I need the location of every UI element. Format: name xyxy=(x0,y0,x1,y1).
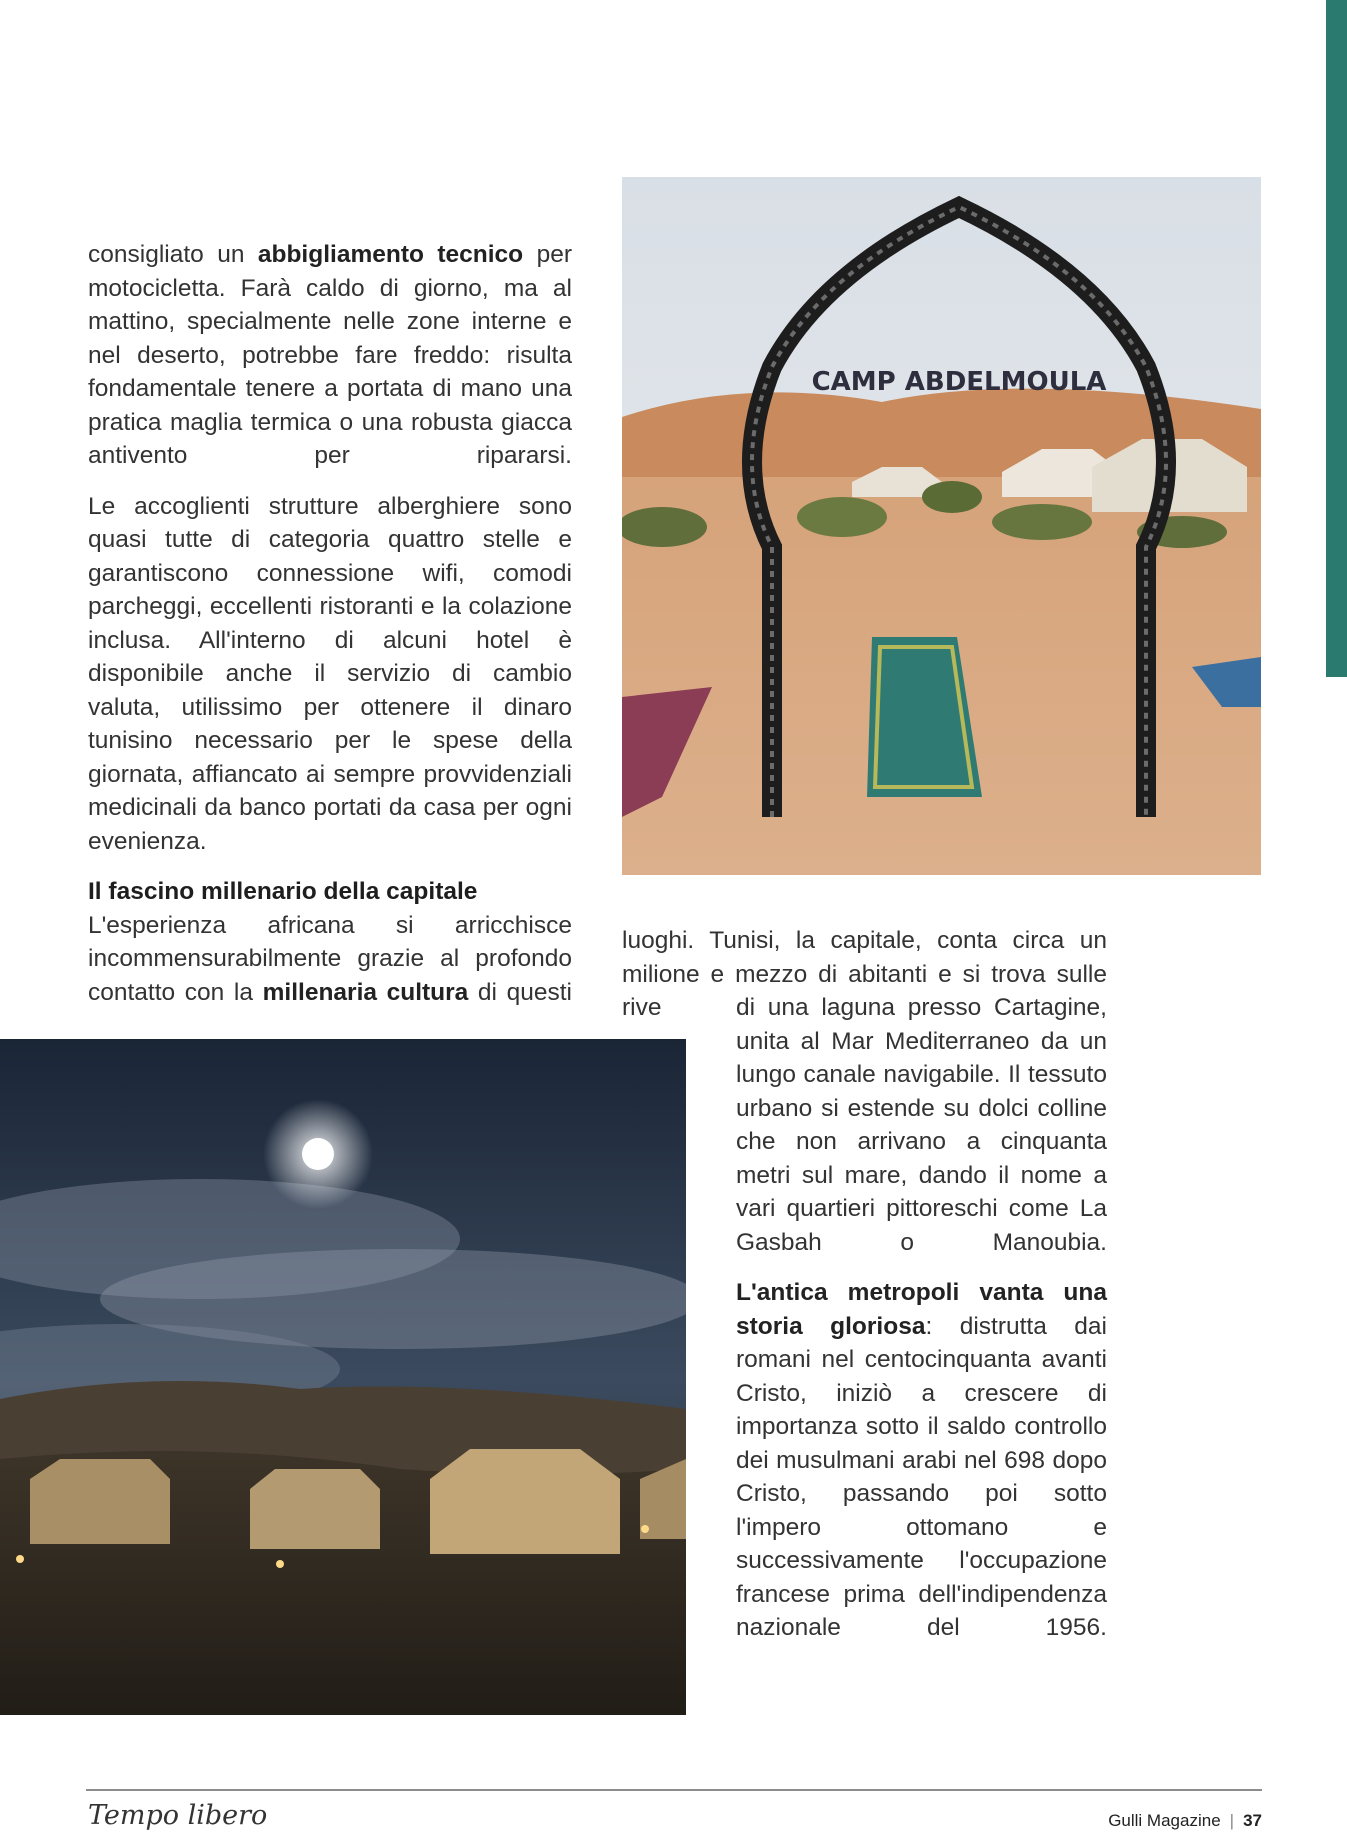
camp-sign-text: CAMP ABDELMOULA xyxy=(811,367,1107,397)
bold-technical-clothing: abbigliamento tecnico xyxy=(257,241,524,268)
footer-separator: | xyxy=(1229,1811,1235,1830)
desert-camp-arch-photo xyxy=(622,177,1261,875)
footer-section-name: Tempo libero xyxy=(88,1800,268,1831)
right-column xyxy=(736,991,1107,1645)
paragraph-experience: L'esperienza africana si arricchisce incommensurabilmente grazie al profondo contatto con la millenaria cultura di questi xyxy=(88,911,572,1006)
section-heading-capital: Il fascino millenario della capitale xyxy=(88,878,478,905)
arch-photo-illustration xyxy=(622,177,1261,875)
footer-magazine-name: Gulli Magazine xyxy=(1108,1811,1221,1830)
section-tab-marker xyxy=(1326,0,1347,677)
paragraph-tunis-lagoon: di una laguna presso Cartagine, unita al Mar Mediterraneo da un lungo canale navigabile. Il tessuto urbano si estende su dolci colline che non arrivano a cinquanta metri sul mare, dando il nome a vari quartieri pittoreschi come La Gasbah o Manoubia. xyxy=(736,994,1107,1256)
paragraph-metropolis-history: L'antica metropoli vanta una storia gloriosa: distrutta dai romani nel centocinquanta avanti Cristo, iniziò a crescere di importanza sotto il saldo controllo dei musulmani arabi nel 698 dopo Cristo, passando poi sotto l'impero ottomano e successivamente l'occupazione francese prima dell'indipendenza nazionale del 1956. xyxy=(736,1279,1108,1641)
footer-page-info xyxy=(1108,1811,1262,1831)
left-column xyxy=(88,238,572,1009)
desert-camp-night-photo xyxy=(0,1039,686,1715)
bold-glorious-history: L'antica metropoli vanta una storia gloriosa xyxy=(736,1279,1107,1340)
paragraph-hotels: Le accoglienti strutture alberghiere sono quasi tutte di categoria quattro stelle e garantiscono connessione wifi, comodi parcheggi, eccellenti ristoranti e la colazione inclusa. All'interno di alcuni hotel è disponibile anche il servizio di cambio valuta, utilissimo per ottenere il dinaro tunisino necessario per le spese della giornata, affiancato ai sempre provvidenziali medicinali da banco portati da casa per ogni evenienza. xyxy=(88,492,572,855)
bold-millenary-culture: millenaria cultura xyxy=(262,978,469,1006)
night-photo-illustration xyxy=(0,1039,686,1715)
paragraph-tunis-intro: luoghi. Tunisi, la capitale, conta circa un milione e mezzo di abitanti e si trova sulle rive xyxy=(622,927,1107,1021)
page-number: 37 xyxy=(1243,1811,1262,1830)
footer-divider xyxy=(86,1789,1262,1791)
paragraph-clothing: consigliato un abbigliamento tecnico per motocicletta. Farà caldo di giorno, ma al mattino, specialmente nelle zone interne e nel deserto, potrebbe fare freddo: risulta fondamentale tenere a portata di mano una pratica maglia termica o una robusta giacca antivento per ripararsi. xyxy=(88,241,572,469)
